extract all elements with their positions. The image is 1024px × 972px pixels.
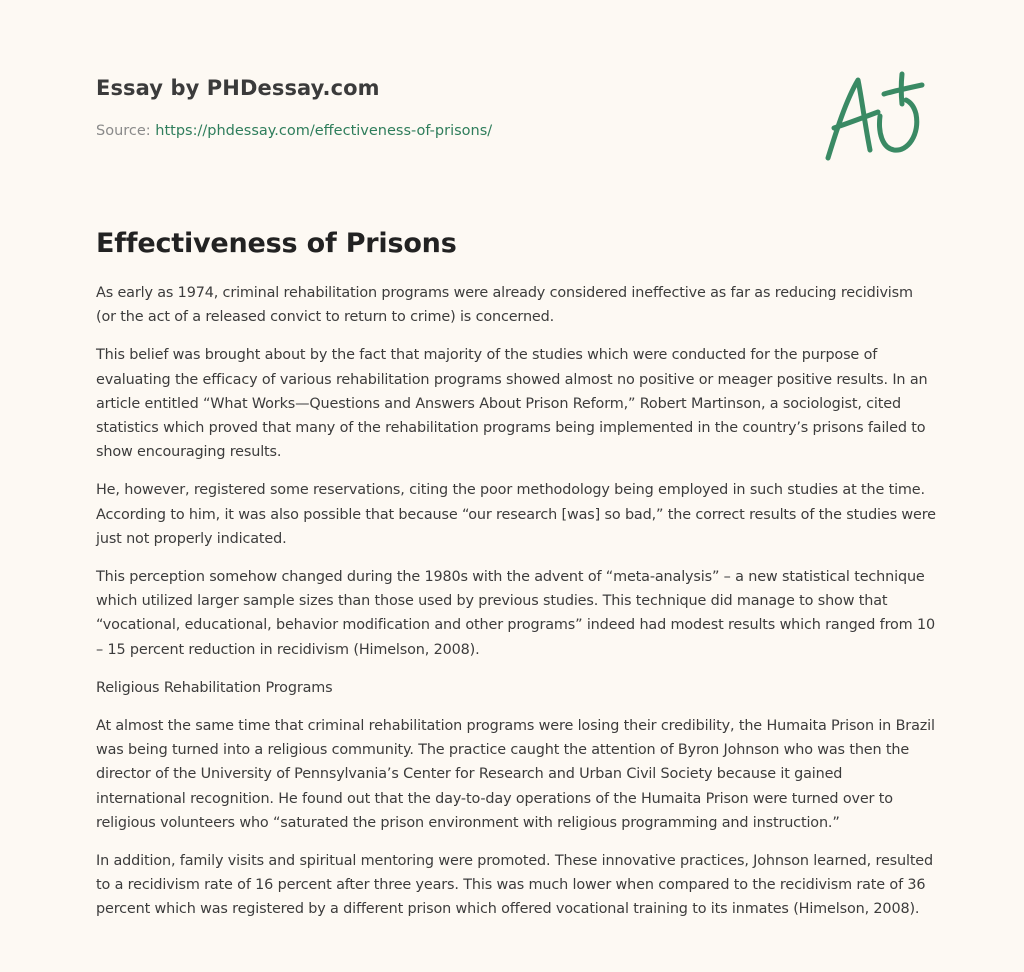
essay-paragraph: As early as 1974, criminal rehabilitation programs were already considered ineffective as far as reducing recidivism (or the act of a released convict to return to crime) is concerned. bbox=[96, 285, 913, 326]
essay-header bbox=[96, 76, 796, 139]
source-label: Source: bbox=[96, 123, 156, 139]
essay-content bbox=[96, 228, 936, 936]
site-title: Essay by PHDessay.com bbox=[96, 76, 380, 100]
essay-paragraph: This belief was brought about by the fact that majority of the studies which were conducted for the purpose of evaluating the efficacy of various rehabilitation programs showed almost no positive or meager positive results. In an article entitled “What Works—Questions and Answers About Prison Reform,” Robert Martinson, a sociologist, cited statistics which proved that many of the rehabilitation programs being implemented in the country’s prisons failed to show encouraging results. bbox=[96, 347, 928, 461]
source-link[interactable]: https://phdessay.com/effectiveness-of-prisons/ bbox=[155, 123, 493, 139]
section-subheading: Religious Rehabilitation Programs bbox=[96, 679, 333, 696]
essay-paragraph: In addition, family visits and spiritual mentoring were promoted. These innovative practices, Johnson learned, resulted to a recidivism rate of 16 percent after three years. This was much lower when compared to the recidivism rate of 36 percent which was registered by a different prison which offered vocational training to its inmates (Himelson, 2008). bbox=[96, 853, 933, 918]
essay-paragraph: He, however, registered some reservations, citing the poor methodology being employed in such studies at the time. According to him, it was also possible that because “our research [was] so bad,” the correct results of the studies were just not properly indicated. bbox=[96, 482, 936, 547]
a-plus-logo-icon bbox=[822, 70, 926, 164]
source-line bbox=[96, 123, 796, 139]
essay-title: Effectiveness of Prisons bbox=[96, 228, 457, 259]
essay-paragraph: This perception somehow changed during the 1980s with the advent of “meta-analysis” – a new statistical technique which utilized larger sample sizes than those used by previous studies. This technique did manage to show that “vocational, educational, behavior modification and other programs” indeed had modest results which ranged from 10 – 15 percent reduction in recidivism (Himelson, 2008). bbox=[96, 569, 935, 658]
essay-paragraph: At almost the same time that criminal rehabilitation programs were losing their credibility, the Humaita Prison in Brazil was being turned into a religious community. The practice caught the attention of Byron Johnson who was then the director of the University of Pennsylvania’s Center for Research and Urban Civil Society because it gained international recognition. He found out that the day-to-day operations of the Humaita Prison were turned over to religious volunteers who “saturated the prison environment with religious programming and instruction.” bbox=[96, 718, 935, 831]
